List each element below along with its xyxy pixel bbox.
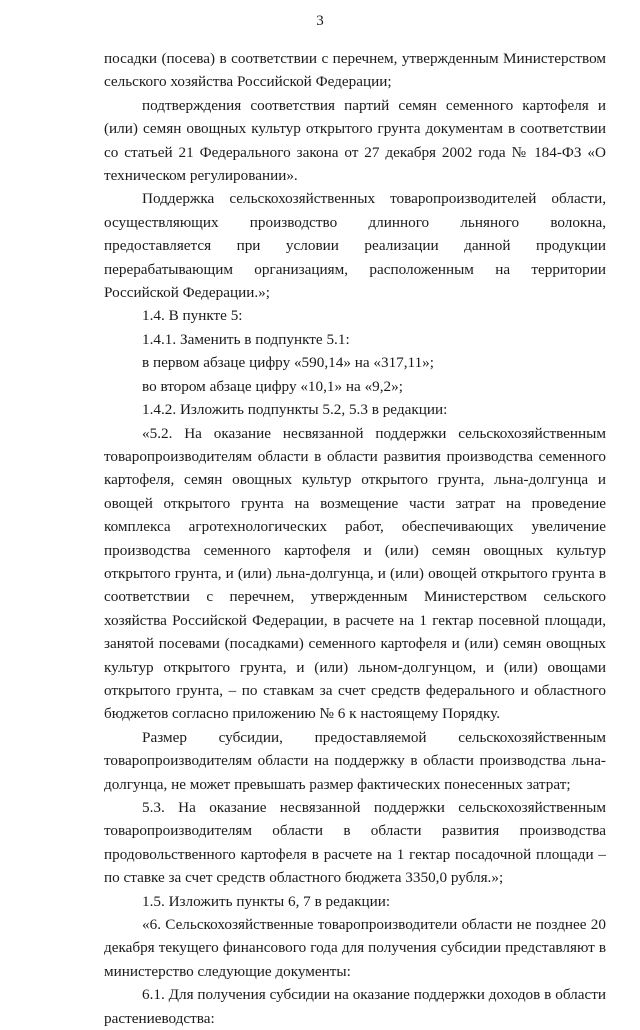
- paragraph: 1.4.2. Изложить подпункты 5.2, 5.3 в редакции:: [142, 401, 448, 419]
- paragraph: 1.5. Изложить пункты 6, 7 в редакции:: [142, 892, 391, 910]
- paragraph: Размер субсидии, предоставляемой сельскохозяйственным товаропроизводителям области на поддержку в области производства льна-долгунца, не может превышать размер фактических понесенных затрат;: [104, 728, 606, 793]
- paragraph: 5.3. На оказание несвязанной поддержки сельскохозяйственным товаропроизводителям области в области развития производства продовольственного картофеля в расчете на 1 гектар посадочной площади – по ставке за счет средств областного бюджета 3350,0 рубля.»;: [104, 799, 606, 887]
- paragraph: подтверждения соответствия партий семян семенного картофеля и (или) семян овощных культур открытого грунта документам в соответствии со статьей 21 Федерального закона от 27 декабря 2002 года № 184-ФЗ «О техническом регулировании».: [104, 96, 606, 185]
- paragraph: посадки (посева) в соответствии с перечнем, утвержденным Министерством сельского хозяйства Российской Федерации;: [104, 50, 606, 91]
- page-number: 3: [316, 13, 324, 29]
- paragraph: в первом абзаце цифру «590,14» на «317,11»;: [142, 354, 434, 372]
- paragraph: Поддержка сельскохозяйственных товаропроизводителей области, осуществляющих производство длинного льняного волокна, предоставляется при условии реализации данной продукции перерабатывающим организациям, расположенным на территории Российской Федерации.»;: [104, 190, 606, 302]
- paragraph: «6. Сельскохозяйственные товаропроизводители области не позднее 20 декабря текущего финансового года для получения субсидии представляют в министерство следующие документы:: [104, 916, 606, 980]
- paragraph: «5.2. На оказание несвязанной поддержки сельскохозяйственным товаропроизводителям области в области развития производства семенного картофеля, семян овощных культур открытого грунта, льна-долгунца и овощей открытого грунта на возмещение части затрат на проведение комплекса агротехнологических работ, обеспечивающих увеличение производства семенного картофеля и (или) семян овощных культур открытого грунта, и (или) льна-долгунца, и (или) овощей открытого грунта в соответствии с перечнем, утвержденным Министерством сельского хозяйства Российской Федерации, в расчете на 1 гектар посевной площади, занятой посевами (посадками) семенного картофеля и (или) семян овощных культур открытого грунта, и (или) льном-долгунцом, и (или) овощами открытого грунта, – по ставкам за счет средств федерального и областного бюджетов согласно приложению № 6 к настоящему Порядку.: [104, 424, 606, 723]
- paragraph: 6.1. Для получения субсидии на оказание поддержки доходов в области растениеводства:: [104, 986, 606, 1027]
- paragraph: 1.4.1. Заменить в подпункте 5.1:: [142, 330, 350, 348]
- document-body: [104, 47, 606, 1030]
- paragraph: во втором абзаце цифру «10,1» на «9,2»;: [142, 377, 403, 395]
- paragraph: 1.4. В пункте 5:: [142, 307, 243, 325]
